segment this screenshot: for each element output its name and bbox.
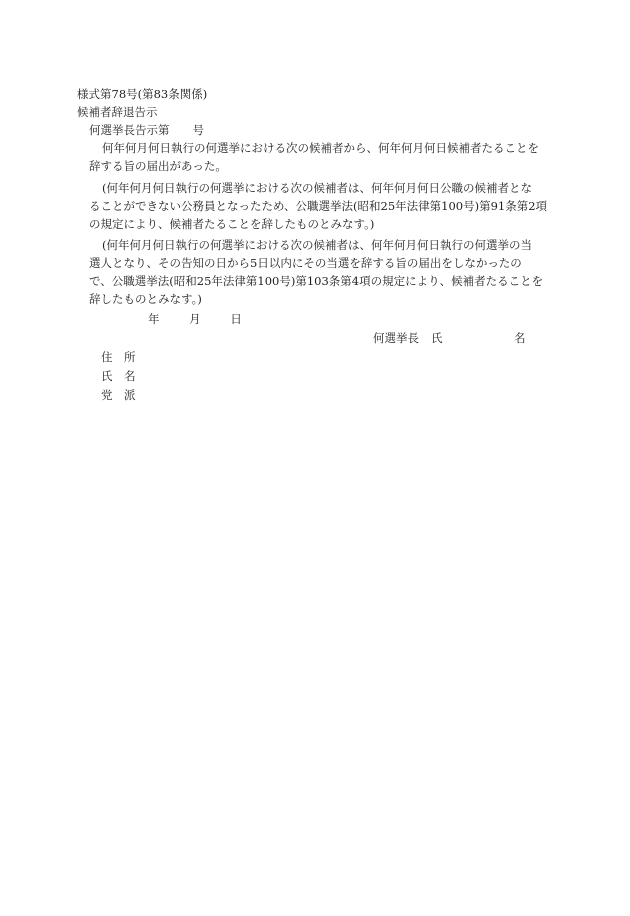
date-year: 年 [148, 312, 160, 326]
signer-role: 何選挙長 [373, 331, 419, 345]
note1-line: (何年何月何日執行の何選挙における次の候補者は、何年何月何日公職の候補者とな [102, 181, 532, 195]
note2-line: 辞したものとみなす。) [89, 292, 202, 306]
note2-line: で、公職選挙法(昭和25年法律第100号)第103条第4項の規定により、候補者たることを [89, 274, 544, 288]
date-day: 日 [230, 312, 242, 326]
note2-line: 選人となり、その告知の日から5日以内にその当選を辞する旨の届出をしなかったの [89, 256, 522, 270]
note1-line: の規定により、候補者たることを辞したものとみなす。) [89, 217, 375, 231]
field-name: 氏 名 [101, 369, 136, 383]
signer-mei: 名 [514, 331, 526, 345]
note2-line: (何年何月何日執行の何選挙における次の候補者は、何年何月何日執行の何選挙の当 [102, 238, 532, 252]
date-line [148, 310, 242, 328]
page-title: 候補者辞退告示 [77, 105, 158, 119]
form-label: 様式第78号(第83条関係) [77, 87, 208, 101]
field-address: 住 所 [101, 350, 136, 364]
date-month: 月 [189, 312, 201, 326]
note1-line: ることができない公務員となったため、公職選挙法(昭和25年法律第100号)第91条第2項 [89, 199, 548, 213]
field-party: 党 派 [101, 388, 136, 402]
body-main-line: 何年何月何日執行の何選挙における次の候補者から、何年何月何日候補者たることを [102, 141, 539, 155]
notice-number: 何選挙長告示第 号 [89, 123, 204, 137]
signer-shi: 氏 [431, 331, 443, 345]
body-main-line: 辞する旨の届出があった。 [89, 159, 227, 173]
